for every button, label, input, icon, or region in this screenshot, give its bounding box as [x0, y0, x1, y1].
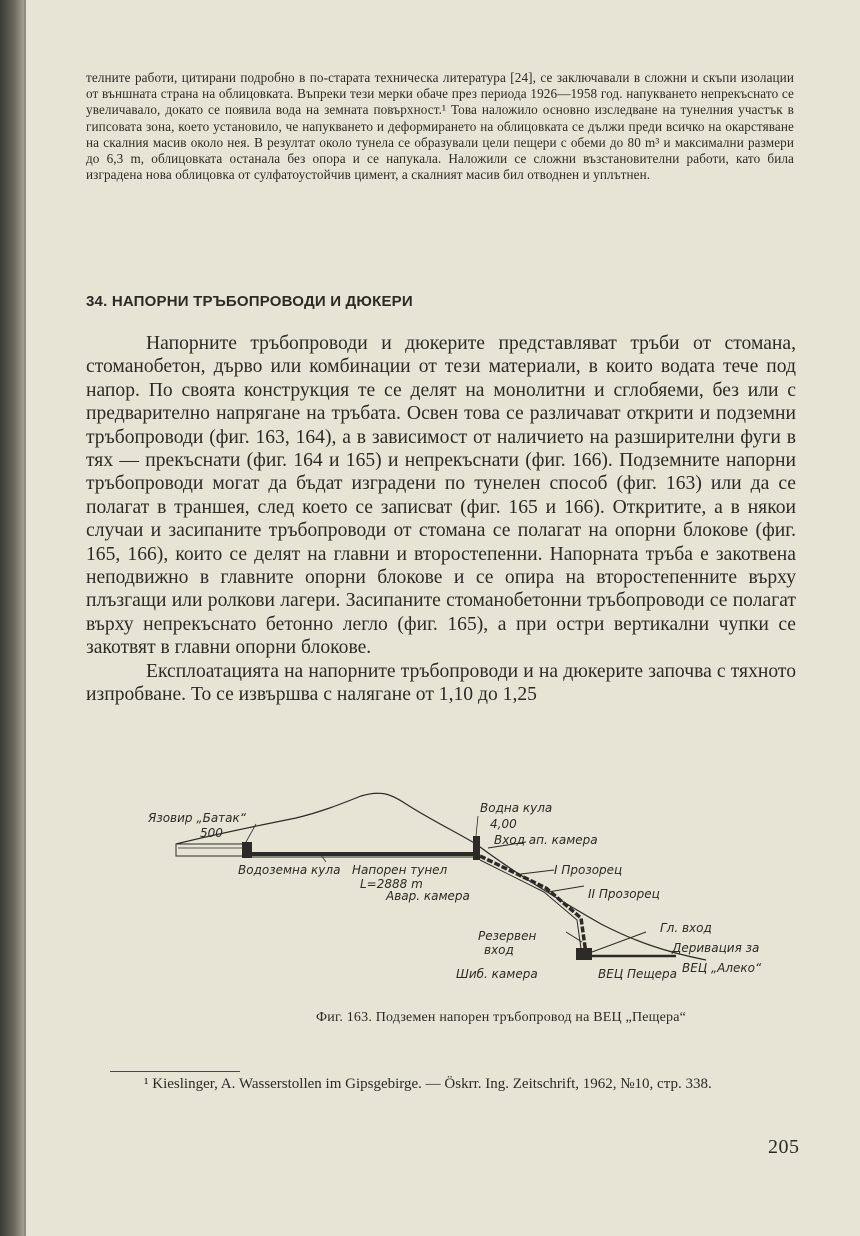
label-reservoir-level: 500	[200, 826, 223, 840]
water-tower-shape	[473, 836, 480, 860]
label-main-entrance: Гл. вход	[660, 921, 712, 935]
page-number: 205	[768, 1136, 800, 1158]
section-body	[86, 332, 796, 707]
label-entrance-chamber: Вход ап. камера	[494, 833, 598, 847]
footnote-text: ¹ Kieslinger, A. Wasserstollen im Gipsgebirge. — Öskrr. Ing. Zeitschrift, 1962, №10, стр. 338.	[144, 1076, 712, 1092]
body-paragraph-1: Напорните тръбопроводи и дюкерите представляват тръби от стомана, стоманобетон, дърво или комбинации от тези материали, в които водата тече под напор. По своята конструкция те се делят на монолитни и сглобяеми, без или с предварително напрягане на тръбата. Освен това се различават открити и подземни тръбопроводи (фиг. 163, 164), а в зависимост от наличието на разширителни фуги в тях — прекъснати (фиг. 164 и 165) и непрекъснати (фиг. 166). Подземните напорни тръбопроводи могат да бъдат изградени по тунелен способ (фиг. 163) или да се полагат в траншея, след което се записват (фиг. 165 и 166). Откритите, а в някои случаи и засипаните тръбопроводи от стомана се полагат на опорни блокове (фиг. 165, 166), които се делят на главни и второстепенни. Напорната тръба е закотвена неподвижно в главните опорни блокове и се опира на второстепенните върху плъзгащи или ролкови лагери. Засипаните стоманобетонни тръбопроводи се полагат върху непрекъснато бетонно легло (фиг. 165), а при остри вертикални чупки се закотвят в главни опорни блокове.	[86, 333, 796, 659]
label-window-1: I Прозорец	[554, 863, 623, 877]
label-window-2: II Прозорец	[588, 887, 660, 901]
label-emergency-chamber: Авар. камера	[386, 889, 470, 903]
footnote-divider	[110, 1071, 240, 1072]
label-derivation-2: ВЕЦ „Алеко“	[682, 961, 762, 975]
book-page	[24, 0, 860, 1236]
figure-caption: Фиг. 163. Подземен напорен тръбопровод на ВЕЦ „Пещера“	[316, 1010, 687, 1025]
label-derivation-1: Деривация за	[672, 941, 760, 955]
label-reserve-entrance-2: вход	[484, 943, 514, 957]
label-water-tower-level: 4,00	[490, 817, 517, 831]
label-tunnel-length: L=2888 m	[360, 877, 423, 891]
label-intake-tower: Водоземна кула	[238, 863, 341, 877]
label-water-tower: Водна кула	[480, 801, 553, 815]
label-pressure-tunnel: Напорен тунел	[352, 863, 448, 877]
label-plant-peshtera: ВЕЦ Пещера	[598, 967, 678, 981]
footnote	[86, 1076, 798, 1093]
figure-163-diagram	[146, 782, 806, 992]
continuation-paragraph: телните работи, цитирани подробно в по-старата техническа литература [24], се заключавали в сложни и скъпи изолации от външната страна на облицовката. Въпреки тези мерки обаче през периода 1926—1958 год. напукването непрекъснато се увеличавало, докато се появила вода на земната повърхност.¹ Това наложило основно изследване на тунелния участък в гипсовата зона, което установило, че напукването и деформирането на облицовката се дължи преди всичко на окарстяване на скалния масив около нея. В резултат около тунела се образували цели пещери с обеми до 80 m³ и максимални размери до 6,3 m, облицовката останала без опора и се напукала. Наложили се сложни възстановителни работи, като била изградена нова облицовка от сулфатоустойчив цимент, а скалният масив бил отводнен и уплътнен.	[86, 70, 794, 183]
section-heading: 34. НАПОРНИ ТРЪБОПРОВОДИ И ДЮКЕРИ	[86, 293, 413, 310]
label-reserve-entrance-1: Резервен	[478, 929, 537, 943]
power-plant-shape	[576, 948, 592, 960]
book-binding-shadow	[0, 0, 24, 1236]
body-paragraph-2: Експлоатацията на напорните тръбопроводи и на дюкерите започва с тяхното изпробване. То се извършва с налягане от 1,10 до 1,25	[86, 660, 796, 706]
label-reservoir: Язовир „Батак“	[148, 811, 246, 825]
reservoir-water	[176, 844, 246, 856]
label-valve-chamber: Шиб. камера	[456, 967, 538, 981]
